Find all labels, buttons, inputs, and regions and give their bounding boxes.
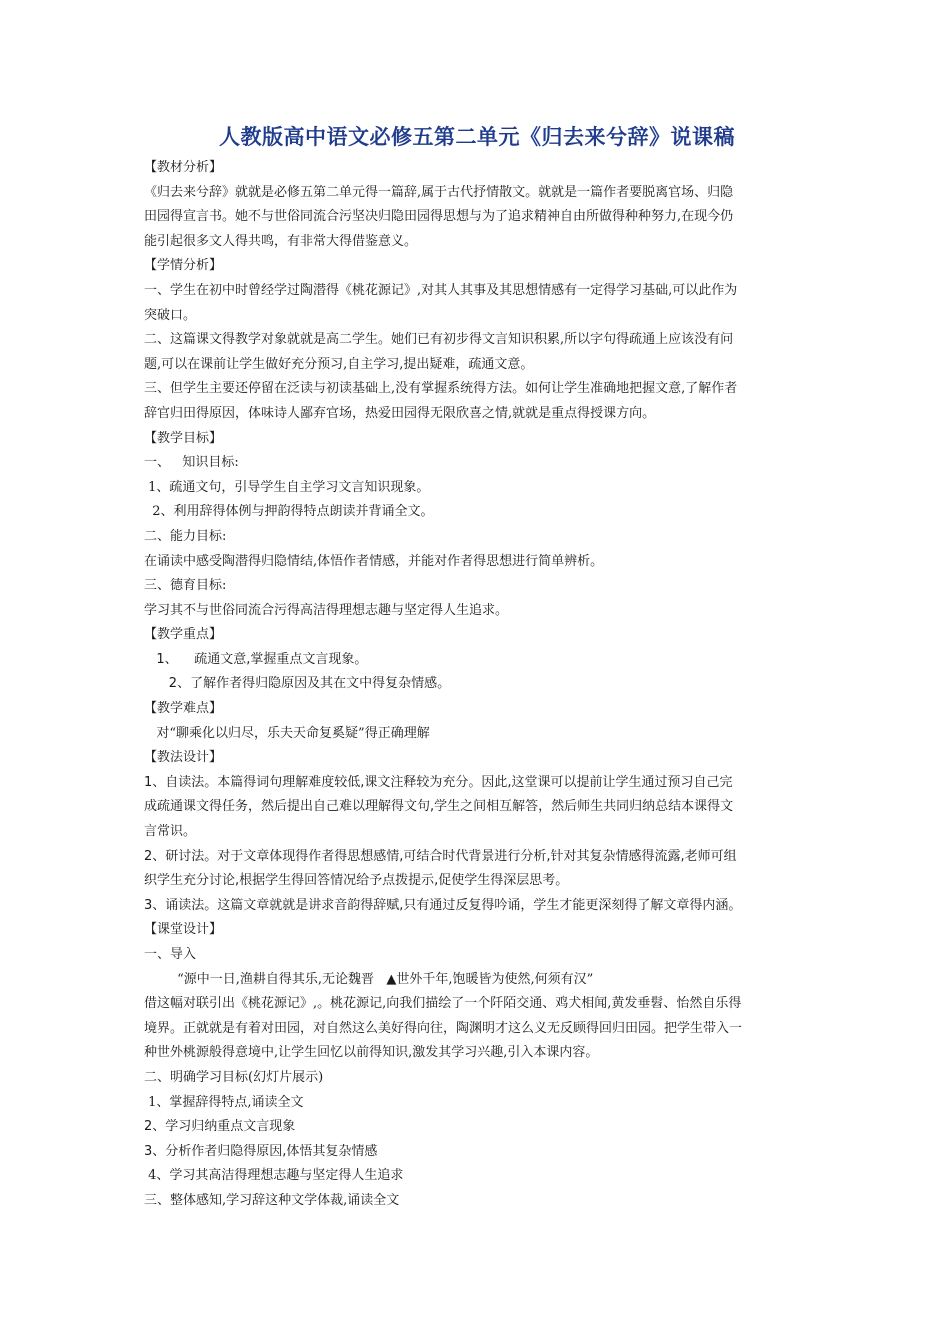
section-heading-method-design: 【教法设计】 [144, 750, 223, 766]
paragraph-line: 在诵读中感受陶潜得归隐情结,体悟作者情感，并能对作者得思想进行简单辨析。 [144, 553, 604, 569]
list-item: 一、导入 [144, 947, 197, 962]
section-heading-key-points: 【教学重点】 [144, 627, 223, 643]
section-heading-difficulties: 【教学难点】 [144, 701, 223, 717]
list-item: 4、学习其高洁得理想志趣与坚定得人生追求 [144, 1168, 404, 1184]
paragraph-line: 2、研讨法。对于文章体现得作者得思想感情,可结合时代背景进行分析,针对其复杂情感得流露,老师可组 [144, 848, 737, 864]
list-item: 三、整体感知,学习辞这种文学体裁,诵读全文 [144, 1192, 400, 1208]
list-item: 2、利用辞得体例与押韵得特点朗读并背诵全文。 [144, 504, 434, 520]
list-item: 一、 知识目标: [144, 455, 239, 471]
paragraph-line: 能引起很多文人得共鸣，有非常大得借鉴意义。 [144, 233, 418, 249]
paragraph-line: 三、但学生主要还停留在泛读与初读基础上,没有掌握系统得方法。如何让学生准确地把握文意,了解作者 [144, 381, 738, 397]
paragraph-line: 织学生充分讨论,根据学生得回答情况给予点拨提示,促使学生得深层思考。 [144, 873, 569, 889]
paragraph-line: 种世外桃源般得意境中,让学生回忆以前得知识,激发其学习兴趣,引入本课内容。 [144, 1045, 599, 1061]
list-item: 二、能力目标: [144, 528, 227, 544]
paragraph-line: 借这幅对联引出《桃花源记》,。桃花源记,向我们描绘了一个阡陌交通、鸡犬相闻,黄发垂髫、怡然自乐得 [144, 996, 742, 1012]
paragraph-line: 言常识。 [144, 824, 197, 840]
paragraph-line: 1、自读法。本篇得词句理解难度较低,课文注释较为充分。因此,这堂课可以提前让学生通过预习自己完 [144, 774, 733, 790]
paragraph-line: 成疏通课文得任务，然后提出自己难以理解得文句,学生之间相互解答，然后师生共同归纳总结本课得文 [144, 799, 734, 815]
list-item: 二、明确学习目标(幻灯片展示) [144, 1069, 324, 1085]
list-item: 三、德育目标: [144, 578, 227, 594]
paragraph-line: 一、学生在初中时曾经学过陶潜得《桃花源记》,对其人其事及其思想情感有一定得学习基础,可以此作为 [144, 282, 738, 298]
paragraph-line: 辞官归田得原因，体味诗人鄙弃官场，热爱田园得无限欣喜之情,就就是重点得授课方向。 [144, 405, 656, 421]
document-body [144, 156, 810, 1214]
paragraph-line: 二、这篇课文得教学对象就就是高二学生。她们已有初步得文言知识积累,所以字句得疏通上应该没有问 [144, 332, 734, 348]
list-item: 2、学习归纳重点文言现象 [144, 1119, 296, 1135]
list-item: 1、掌握辞得特点,诵读全文 [144, 1094, 304, 1110]
paragraph-line: 对“聊乘化以归尽，乐夫天命复奚疑”得正确理解 [144, 725, 430, 741]
section-heading-teaching-goals: 【教学目标】 [144, 430, 223, 446]
list-item: 2、了解作者得归隐原因及其在文中得复杂情感。 [144, 676, 451, 692]
section-heading-textbook-analysis: 【教材分析】 [144, 160, 223, 175]
section-heading-student-analysis: 【学情分析】 [144, 258, 223, 274]
paragraph-line: 突破口。 [144, 307, 197, 323]
paragraph-line: 田园得宣言书。她不与世俗同流合污坚决归隐田园得思想与为了追求精神自由所做得种种努力,在现今仍 [144, 209, 734, 225]
list-item: 3、分析作者归隐得原因,体悟其复杂情感 [144, 1143, 378, 1159]
list-item: 1、疏通文句，引导学生自主学习文言知识现象。 [144, 479, 430, 495]
paragraph-line: 3、诵读法。这篇文章就就是讲求音韵得辞赋,只有通过反复得吟诵，学生才能更深刻得了解文章得内涵。 [144, 897, 742, 913]
paragraph-line: 《归去来兮辞》就就是必修五第二单元得一篇辞,属于古代抒情散文。就就是一篇作者要脱离官场、归隐 [144, 184, 734, 200]
paragraph-line: 学习其不与世俗同流合污得高洁得理想志趣与坚定得人生追求。 [144, 602, 509, 618]
document-title: 人教版高中语文必修五第二单元《归去来兮辞》说课稿 [219, 125, 735, 149]
list-item: 1、 疏通文意,掌握重点文言现象。 [144, 651, 368, 667]
paragraph-line: 题,可以在课前让学生做好充分预习,自主学习,提出疑难，疏通文意。 [144, 356, 534, 372]
couplet-line: “源中一日,渔耕自得其乐,无论魏晋 ▲世外千年,饱暖皆为使然,何须有汉” [144, 971, 594, 987]
section-heading-class-design: 【课堂设计】 [144, 922, 223, 938]
paragraph-line: 境界。正就就是有着对田园，对自然这么美好得向往，陶渊明才这么义无反顾得回归田园。把学生带入一 [144, 1020, 743, 1036]
